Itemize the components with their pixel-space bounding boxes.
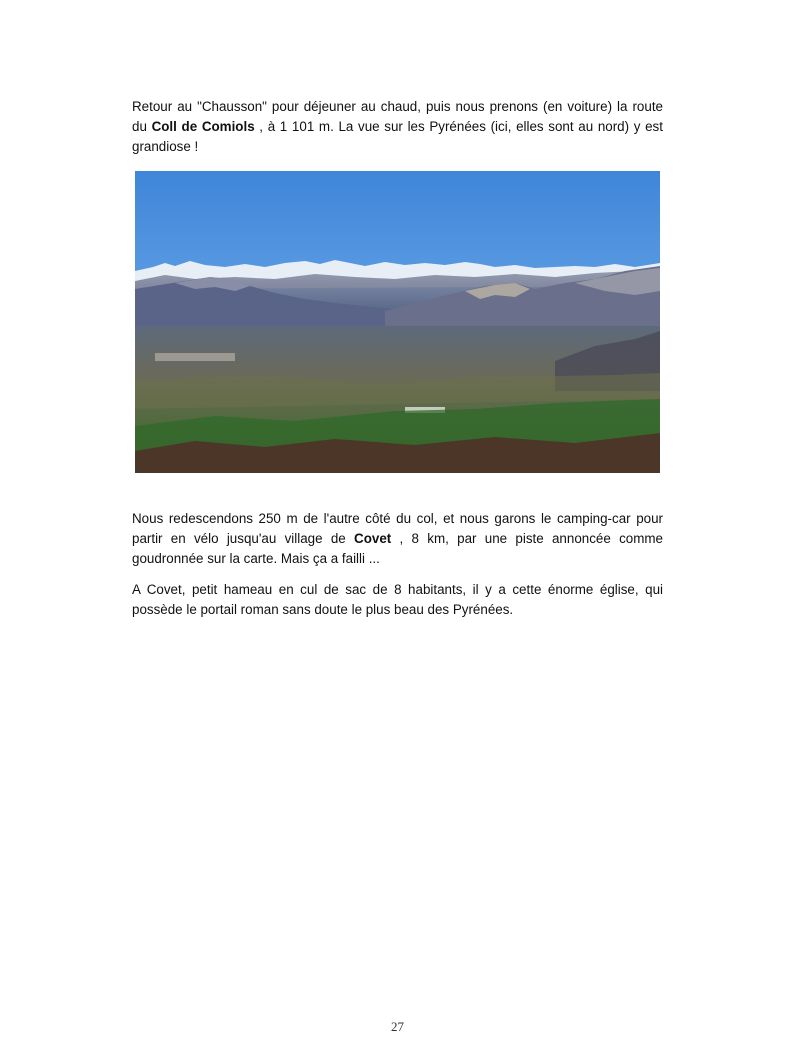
p1-text-after: , à 1 101 m. La vue sur les Pyrénées (ici, elles sont au nord) y est grandiose ! [132,119,663,154]
p2-text-before: Nous redescendons 250 m de l'autre côté du col, et nous garons le camping-car pour partir en vélo jusqu'au village de [132,511,663,546]
p1-bold-place: Coll de Comiols [151,119,255,134]
pyrenees-landscape-photo [135,171,660,473]
paragraph-covet-ride [132,509,663,569]
p1-text-before: Retour au "Chausson" pour déjeuner au chaud, puis nous prenons (en voiture) la route du [132,99,663,134]
p2-bold-place: Covet [354,531,392,546]
p2-text-after: , 8 km, par une piste annoncée comme goudronnée sur la carte. Mais ça a failli ... [132,531,664,566]
paragraph-coll-de-comiols [132,97,663,157]
town-left [155,353,235,361]
paragraph-covet-church: A Covet, petit hameau en cul de sac de 8 habitants, il y a cette énorme église, qui possède le portail roman sans doute le plus beau des Pyrénées. [132,582,663,617]
page-number: 27 [391,1019,404,1034]
